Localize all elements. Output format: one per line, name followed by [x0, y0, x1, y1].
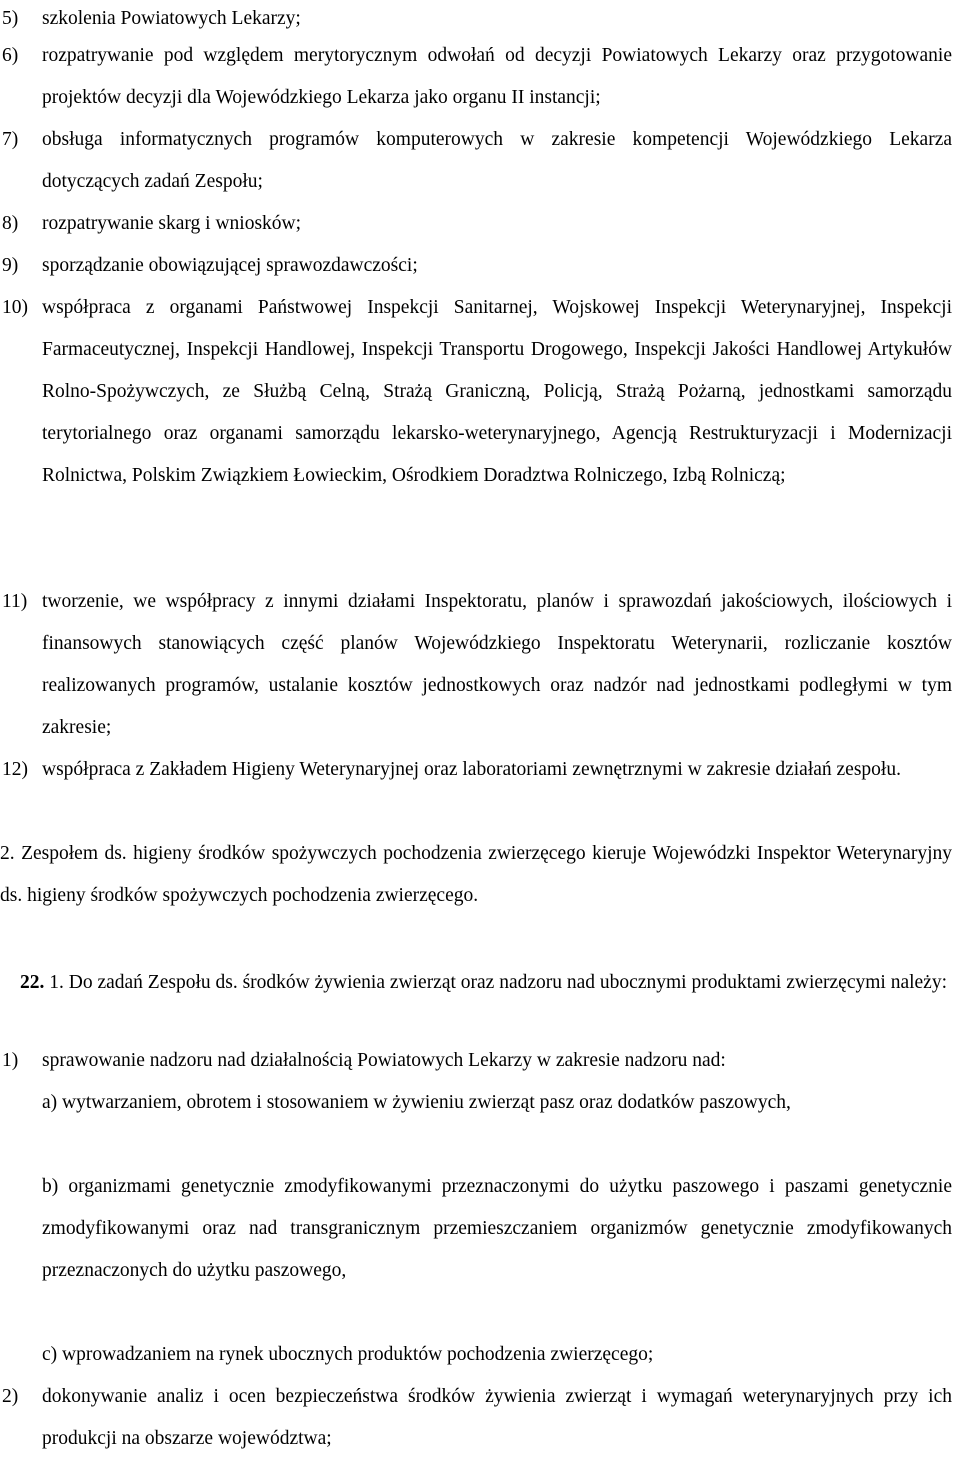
item-number: 9) [2, 255, 19, 276]
section-text: 1. Do zadań Zespołu ds. środków żywienia zwierząt oraz nadzoru nad ubocznymi produktami zwierzęcymi należy: [44, 972, 948, 993]
subitem-b: b) organizmami genetycznie zmodyfikowanymi przeznaczonymi do użytku paszowego i paszami genetycznie zmodyfikowanymi oraz nad transgranicznym przemieszczaniem organizmów genetycznie zmodyfikowanych przeznaczonych do użytku paszowego, [42, 1176, 952, 1281]
item-text: współpraca z Zakładem Higieny Weterynaryjnej oraz laboratoriami zewnętrznymi w zakresie działań zespołu. [42, 759, 901, 780]
item-text: obsługa informatycznych programów komputerowych w zakresie kompetencji Wojewódzkiego Lekarza dotyczących zadań Zespołu; [42, 129, 952, 192]
list-item-6 [0, 35, 952, 119]
list-item-9 [0, 245, 952, 287]
list-item-22-1 [0, 1040, 952, 1082]
list-item-22-2 [0, 1376, 952, 1460]
subitem-a: a) wytwarzaniem, obrotem i stosowaniem w żywieniu zwierząt pasz oraz dodatków paszowych, [42, 1092, 791, 1113]
list-item-8 [0, 203, 952, 245]
item-text: dokonywanie analiz i ocen bezpieczeństwa środków żywienia zwierząt i wymagań weterynaryjnych przy ich produkcji na obszarze województwa; [42, 1386, 952, 1449]
item-number: 5) [2, 8, 19, 29]
section-22-heading [0, 968, 952, 997]
item-text: współpraca z organami Państwowej Inspekcji Sanitarnej, Wojskowej Inspekcji Weterynaryjnej, Inspekcji Farmaceutycznej, Inspekcji Handlowej, Inspekcji Transportu Drogowego, Inspekcji Jakości Handlowej Artykułów Rolno-Spożywczych, ze Służbą Celną, Strażą Graniczną, Policją, Strażą Pożarną, jednostkami samorządu terytorialnego oraz organami samorządu lekarsko-weterynaryjnego, Agencją Restrukturyzacji i Modernizacji Rolnictwa, Polskim Związkiem Łowieckim, Ośrodkiem Doradztwa Rolniczego, Izbą Rolniczą; [42, 297, 952, 486]
list-item-7 [0, 119, 952, 203]
item-number: 8) [2, 213, 19, 234]
section-number: 22. [20, 972, 45, 993]
subitem-c: c) wprowadzaniem na rynek ubocznych produktów pochodzenia zwierzęcego; [42, 1344, 654, 1365]
item-text: rozpatrywanie pod względem merytorycznym odwołań od decyzji Powiatowych Lekarzy oraz przygotowanie projektów decyzji dla Wojewódzkiego Lekarza jako organu II instancji; [42, 45, 952, 108]
item-number: 2) [2, 1386, 19, 1407]
item-number: 7) [2, 129, 19, 150]
list-item-10 [0, 287, 952, 497]
paragraph-2: 2. Zespołem ds. higieny środków spożywczych pochodzenia zwierzęcego kieruje Wojewódzki Inspektor Weterynaryjny ds. higieny środków spożywczych pochodzenia zwierzęcego. [0, 843, 952, 906]
item-text: szkolenia Powiatowych Lekarzy; [42, 8, 301, 29]
item-number: 12) [2, 759, 28, 780]
list-item-12 [0, 749, 952, 791]
item-text: tworzenie, we współpracy z innymi działami Inspektoratu, planów i sprawozdań jakościowych, ilościowych i finansowych stanowiących część planów Wojewódzkiego Inspektoratu Weterynarii, rozliczanie kosztów realizowanych programów, ustalanie kosztów jednostkowych oraz nadzór nad jednostkami podległymi w tym zakresie; [42, 591, 952, 738]
item-number: 11) [2, 591, 28, 612]
item-text: sporządzanie obowiązującej sprawozdawczości; [42, 255, 418, 276]
item-text: rozpatrywanie skarg i wniosków; [42, 213, 302, 234]
item-number: 1) [2, 1050, 19, 1071]
item-number: 10) [2, 297, 28, 318]
item-text: sprawowanie nadzoru nad działalnością Powiatowych Lekarzy w zakresie nadzoru nad: [42, 1050, 726, 1071]
list-item-11 [0, 581, 952, 749]
list-item-5 [0, 0, 952, 40]
item-number: 6) [2, 45, 19, 66]
